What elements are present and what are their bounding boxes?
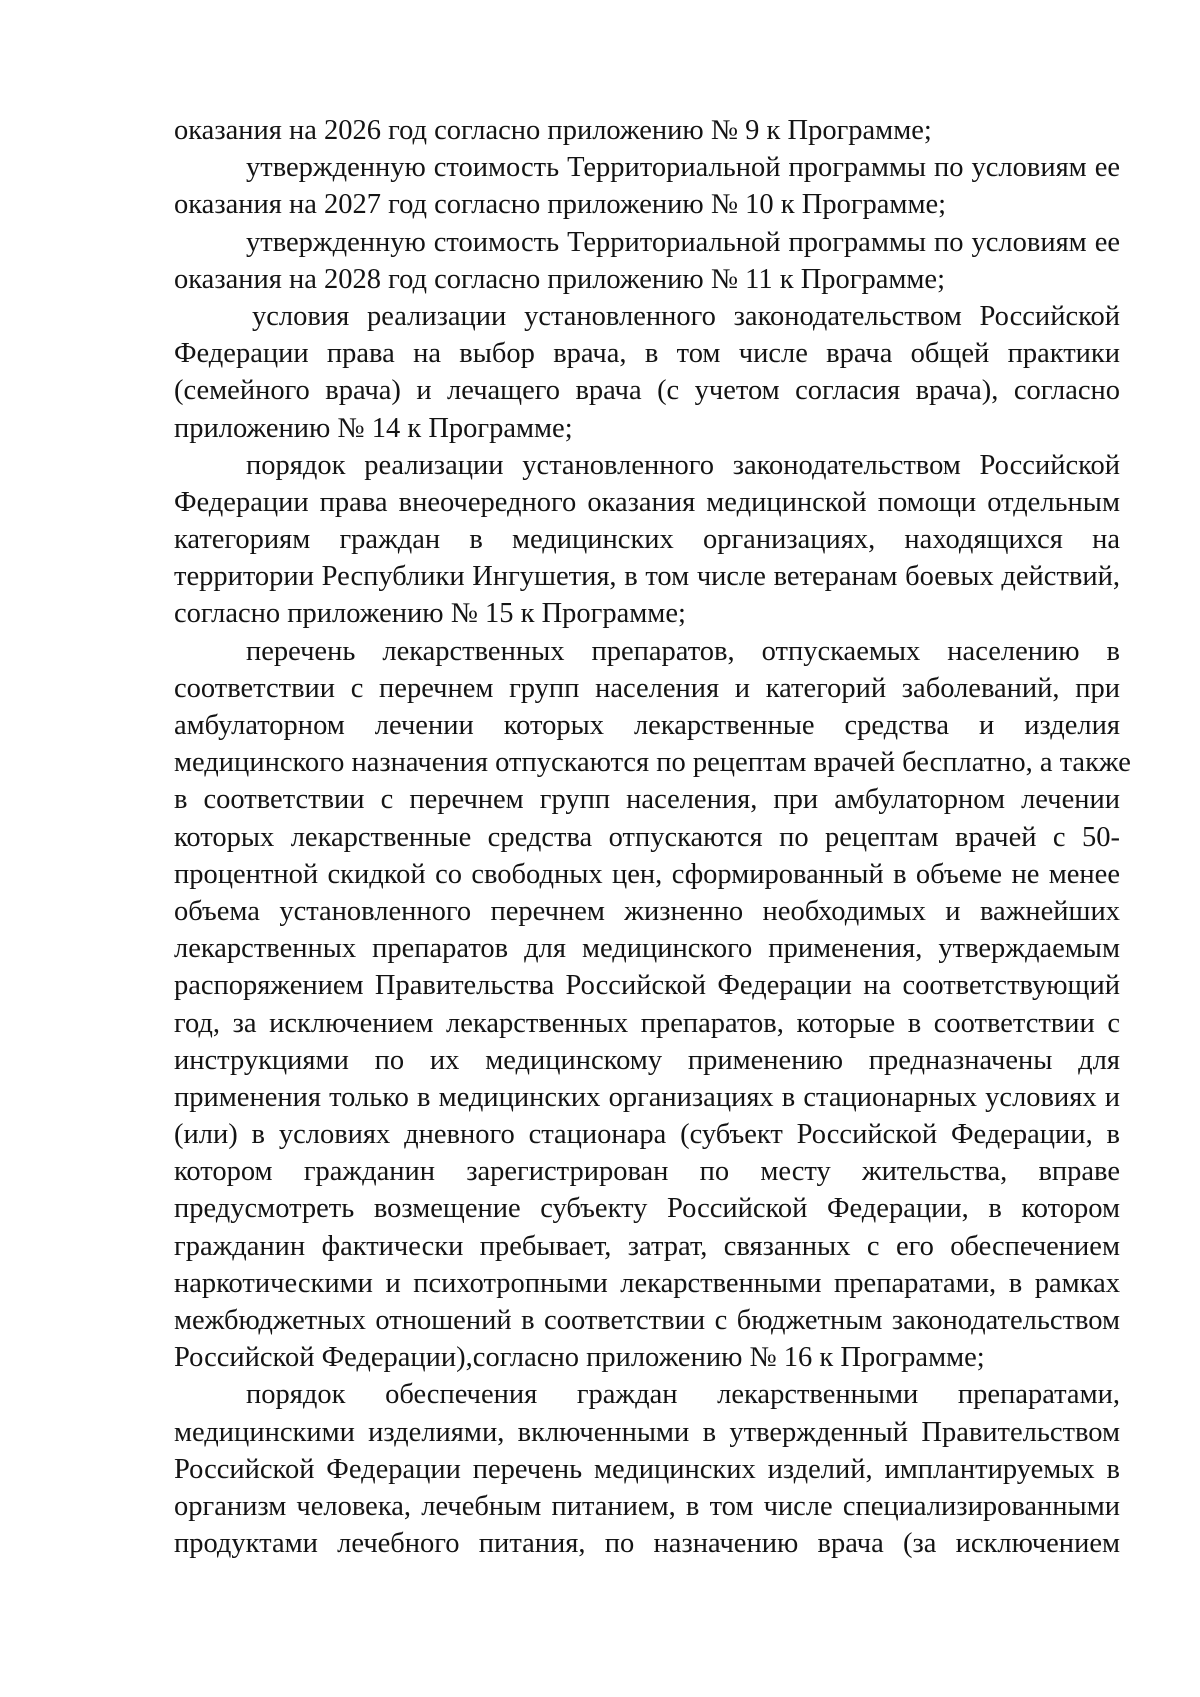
text-line: медицинского назначения отпускаются по рецептам врачей бесплатно, а также — [174, 747, 1131, 779]
text-line: распоряжением Правительства Российской Федерации на соответствующий — [174, 970, 1120, 1002]
text-line: согласно приложению № 15 к Программе; — [174, 598, 686, 630]
text-line: в соответствии с перечнем групп населения, при амбулаторном лечении — [174, 784, 1120, 816]
document-paragraph — [174, 447, 1120, 633]
text-line: утвержденную стоимость Территориальной программы по условиям ее — [246, 152, 1120, 184]
document-page — [174, 112, 1131, 1562]
text-line: соответствии с перечнем групп населения и категорий заболеваний, при — [174, 672, 1120, 704]
text-line: категориям граждан в медицинских организациях, находящихся на — [174, 524, 1120, 556]
text-line: межбюджетных отношений в соответствии с бюджетным законодательством — [174, 1305, 1120, 1336]
text-line: оказания на 2027 год согласно приложению № 10 к Программе; — [174, 189, 947, 221]
text-line: гражданин фактически пребывает, затрат, связанных с его обеспечением — [174, 1230, 1120, 1262]
text-line: которых лекарственные средства отпускаются по рецептам врачей с 50- — [174, 821, 1120, 853]
text-line: (или) в условиях дневного стационара (субъект Российской Федерации, в — [174, 1119, 1120, 1151]
text-line: Федерации права внеочередного оказания медицинской помощи отдельным — [174, 486, 1120, 518]
text-line: условия реализации установленного законодательством Российской — [252, 300, 1120, 332]
text-line: оказания на 2028 год согласно приложению № 11 к Программе; — [174, 263, 946, 295]
text-line: медицинскими изделиями, включенными в утвержденный Правительством — [174, 1416, 1120, 1448]
text-line: Федерации права на выбор врача, в том числе врача общей практики — [174, 338, 1120, 370]
document-paragraph — [174, 298, 1120, 447]
document-paragraph — [174, 224, 1120, 298]
text-line: территории Республики Ингушетия, в том числе ветеранам боевых действий, — [174, 561, 1120, 593]
text-line: применения только в медицинских организациях в стационарных условиях и — [174, 1081, 1120, 1113]
text-line: лекарственных препаратов для медицинского применения, утверждаемым — [174, 933, 1120, 965]
text-line: предусмотреть возмещение субъекту Российской Федерации, в котором — [174, 1193, 1120, 1225]
text-line: порядок реализации установленного законодательством Российской — [246, 449, 1120, 481]
text-line: Российской Федерации перечень медицинских изделий, имплантируемых в — [174, 1453, 1120, 1485]
document-paragraph — [174, 149, 1120, 223]
document-body — [174, 112, 1131, 1562]
text-line: оказания на 2026 год согласно приложению № 9 к Программе; — [174, 115, 932, 146]
text-line: наркотическими и психотропными лекарственными препаратами, в рамках — [174, 1267, 1120, 1299]
document-paragraph — [174, 1376, 1120, 1562]
text-line: порядок обеспечения граждан лекарственными препаратами, — [246, 1379, 1120, 1411]
text-line: Российской Федерации),согласно приложению № 16 к Программе; — [174, 1342, 985, 1374]
text-line: процентной скидкой со свободных цен, сформированный в объеме не менее — [174, 858, 1120, 890]
document-paragraph — [174, 633, 1131, 1377]
text-line: перечень лекарственных препаратов, отпускаемых населению в — [246, 635, 1120, 667]
text-line: утвержденную стоимость Территориальной программы по условиям ее — [246, 226, 1120, 258]
document-paragraph — [174, 112, 1120, 149]
text-line: котором гражданин зарегистрирован по месту жительства, вправе — [174, 1156, 1120, 1188]
text-line: организм человека, лечебным питанием, в том числе специализированными — [174, 1490, 1120, 1522]
text-line: амбулаторном лечении которых лекарственные средства и изделия — [174, 710, 1120, 741]
text-line: объема установленного перечнем жизненно необходимых и важнейших — [174, 895, 1120, 927]
text-line: продуктами лечебного питания, по назначению врача (за исключением — [174, 1528, 1120, 1560]
text-line: инструкциями по их медицинскому применению предназначены для — [174, 1044, 1120, 1076]
text-line: (семейного врача) и лечащего врача (с учетом согласия врача), согласно — [174, 375, 1120, 407]
text-line: год, за исключением лекарственных препаратов, которые в соответствии с — [174, 1007, 1120, 1039]
text-line: приложению № 14 к Программе; — [174, 412, 573, 444]
